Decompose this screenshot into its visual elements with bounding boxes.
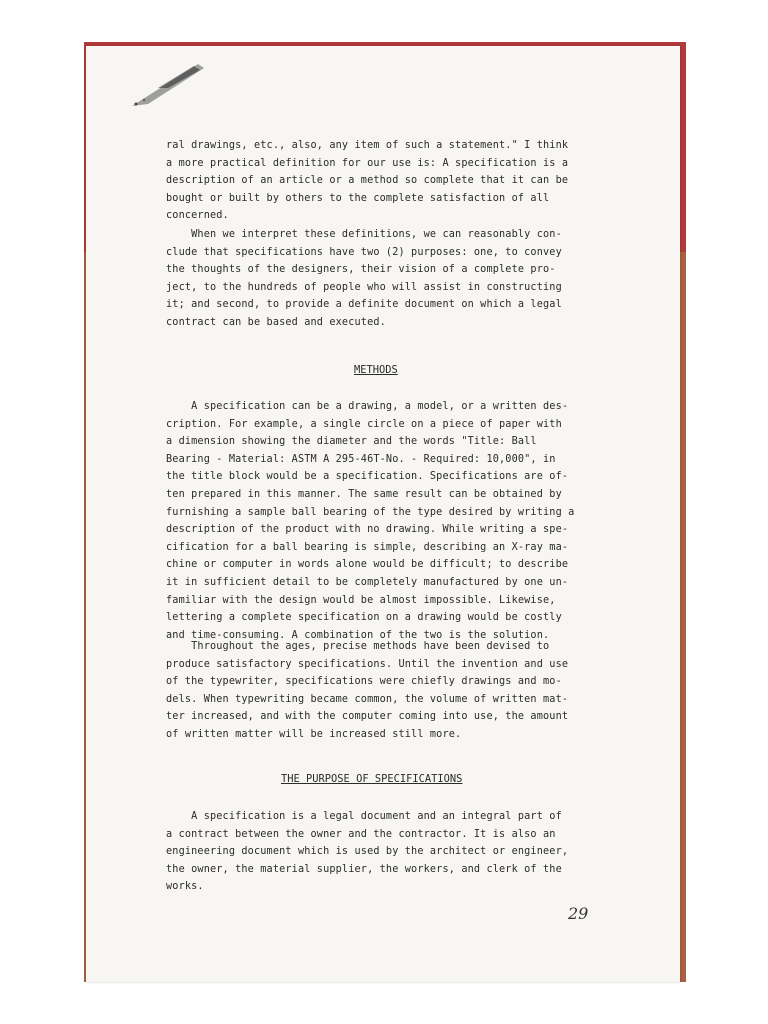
- paragraph-legal-document: A specification is a legal document and an integral part of a contract between the owner and the contractor. It is also an engineering document which is used by the architect or engineer, the owner, the material supplier, the workers, and clerk of the works.: [166, 811, 569, 893]
- paragraph-purposes: When we interpret these definitions, we can reasonably con- clude that specifications have two (2) purposes: one, to convey the thoughts of the designers, their vision of a complete pro- ject, to the hundreds of people who will assist in constructing it; and second, to provide a definite document on which a legal contract can be based and executed.: [166, 229, 562, 328]
- paragraph-definition: ral drawings, etc., also, any item of such a statement." I think a more practical definition for our use is: A specification is a description of an article or a method so complete that it can be bought or built by others to the complete satisfaction of all concerned.: [166, 140, 569, 222]
- heading-methods: METHODS: [354, 364, 398, 376]
- ink-smudge: [128, 58, 206, 110]
- paragraph-history: Throughout the ages, precise methods have been devised to produce satisfactory specifications. Until the invention and use of the typewriter, specifications were chiefly drawings and mo- dels. When typewriting became common, the volume of written mat- ter increased, and with the computer coming into use, the amount of written matter will be increased still more.: [166, 641, 569, 740]
- paragraph-methods: A specification can be a drawing, a model, or a written des- cription. For example, a single circle on a piece of paper with a dimension showing the diameter and the words "Title: Ball Bearing - Material: ASTM A 295-46T-No. - Required: 10,000", in the title block would be a specification. Specifications are of- ten prepared in this manner. The same result can be obtained by furnishing a sample ball bearing of the type desired by writing a description of the product with no drawing. While writing a spe- cification for a ball bearing is simple, describing an X-ray ma- chine or computer in words alone would be difficult; to describe it in sufficient detail to be completely manufactured by one un- familiar with the design would be almost impossible. Likewise, lettering a complete specification on a drawing would be costly and time-consuming. A combination of the two is the solution.: [166, 401, 575, 641]
- heading-purpose: THE PURPOSE OF SPECIFICATIONS: [281, 773, 463, 785]
- page-number: 29: [568, 904, 589, 923]
